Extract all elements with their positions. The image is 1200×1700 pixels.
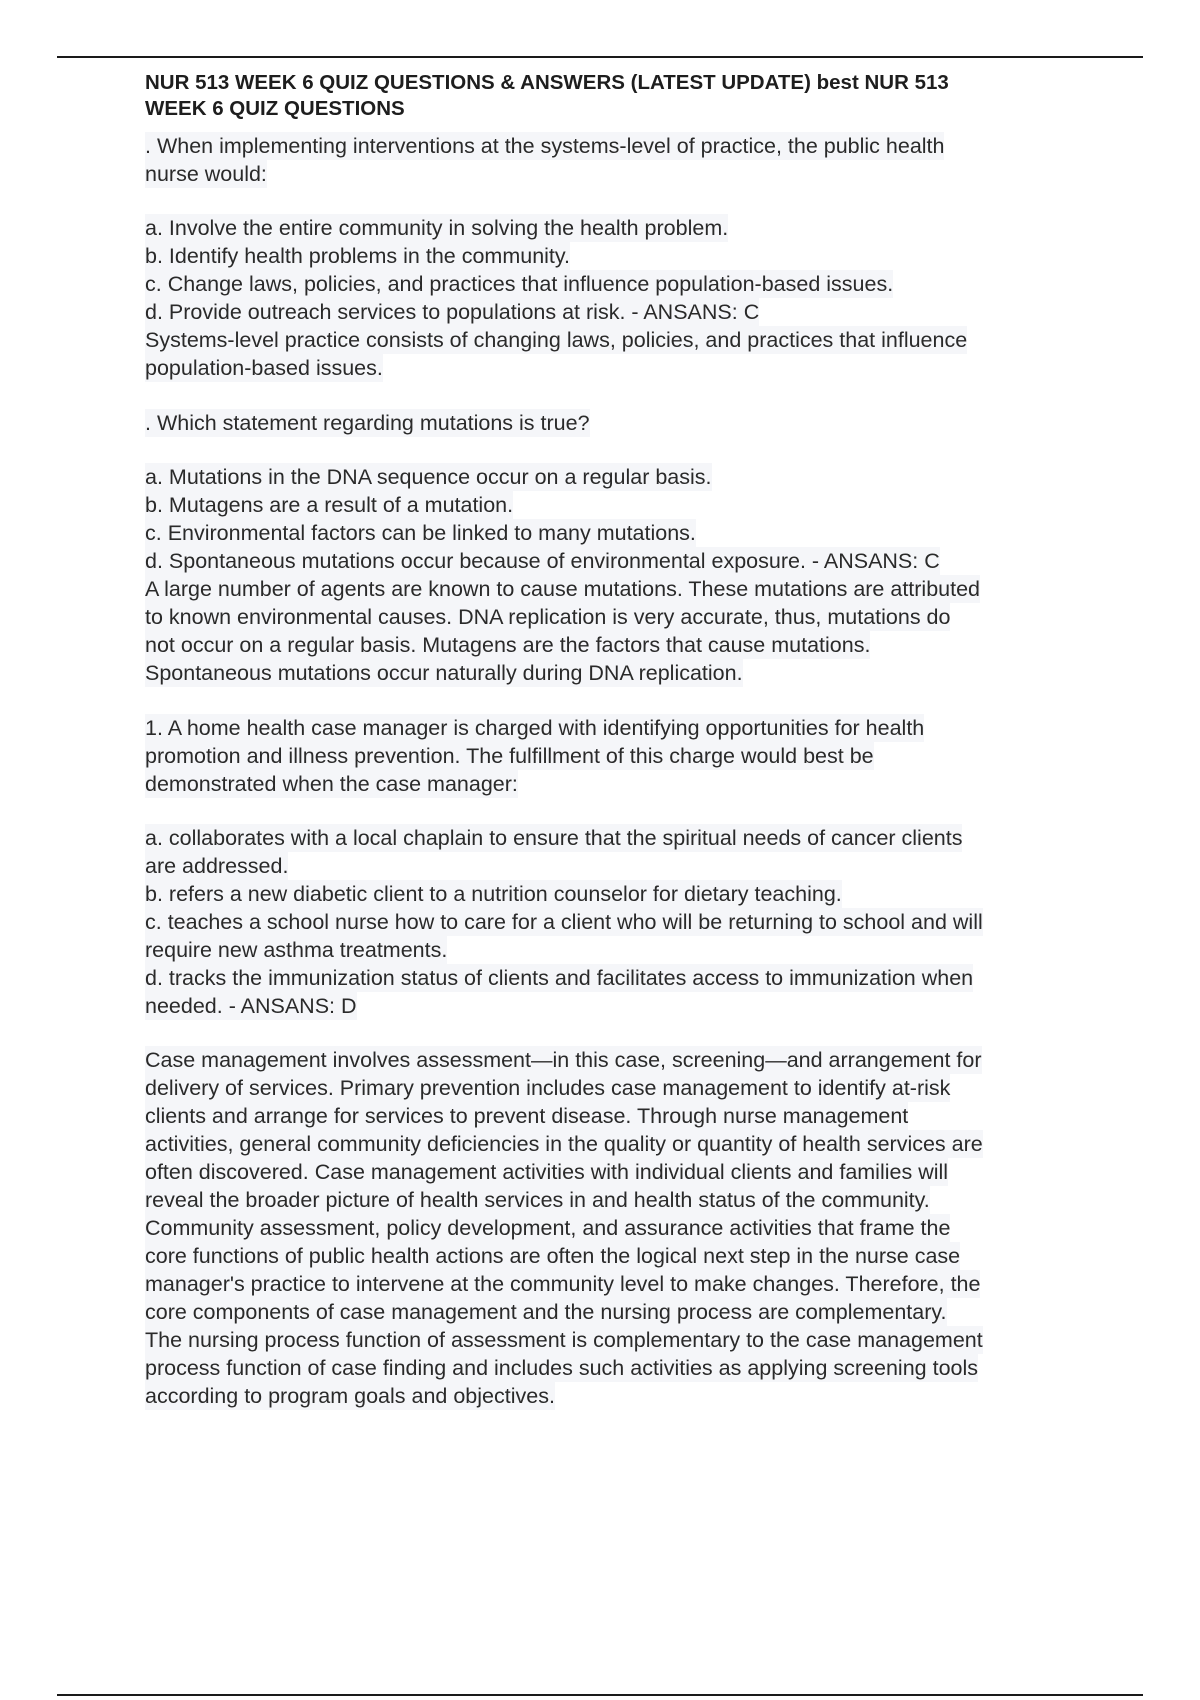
text-line: nurse would:: [145, 162, 267, 186]
text-line: core components of case management and the nursing process are complementary.: [145, 1300, 947, 1324]
document-body: [145, 70, 1105, 1410]
option-d-answer: d. Spontaneous mutations occur because of environmental exposure. - ANSANS: C: [145, 549, 940, 573]
text-line: . When implementing interventions at the systems-level of practice, the public health: [145, 134, 945, 158]
text-line: A large number of agents are known to cause mutations. These mutations are attributed: [145, 577, 981, 601]
text-line: population-based issues.: [145, 356, 383, 380]
option-d-answer: needed. - ANSANS: D: [145, 994, 357, 1018]
text-line: not occur on a regular basis. Mutagens are the factors that cause mutations.: [145, 633, 871, 657]
question-3-options: [145, 824, 1105, 1020]
option-c: c. Change laws, policies, and practices that influence population-based issues.: [145, 272, 894, 296]
option-a-cont: are addressed.: [145, 854, 289, 878]
question-2-stem: [145, 409, 1105, 437]
option-b: b. Mutagens are a result of a mutation.: [145, 493, 514, 517]
question-2-rationale: [145, 575, 1105, 687]
option-a: a. Mutations in the DNA sequence occur on a regular basis.: [145, 465, 712, 489]
text-line: Case management involves assessment—in this case, screening—and arrangement for: [145, 1048, 982, 1072]
text-line: Systems-level practice consists of changing laws, policies, and practices that influence: [145, 328, 968, 352]
option-b: b. refers a new diabetic client to a nutrition counselor for dietary teaching.: [145, 882, 842, 906]
text-line: reveal the broader picture of health services in and health status of the community.: [145, 1188, 930, 1212]
text-line: delivery of services. Primary prevention includes case management to identify at-risk: [145, 1076, 951, 1100]
text-line: . Which statement regarding mutations is true?: [145, 411, 590, 435]
text-line: The nursing process function of assessment is complementary to the case management: [145, 1328, 983, 1352]
text-line: activities, general community deficiencies in the quality or quantity of health services are: [145, 1132, 983, 1156]
top-rule: [57, 56, 1143, 58]
document-title: [145, 70, 1105, 122]
text-line: promotion and illness prevention. The fulfillment of this charge would best be: [145, 744, 874, 768]
text-line: to known environmental causes. DNA replication is very accurate, thus, mutations do: [145, 605, 951, 629]
text-line: core functions of public health actions are often the logical next step in the nurse case: [145, 1244, 961, 1268]
option-d-answer: d. Provide outreach services to populations at risk. - ANSANS: C: [145, 300, 760, 324]
bottom-rule: [57, 1694, 1143, 1696]
question-3-rationale: [145, 1046, 1105, 1410]
text-line: 1. A home health case manager is charged with identifying opportunities for health: [145, 716, 925, 740]
option-c: c. teaches a school nurse how to care for a client who will be returning to school and will: [145, 910, 983, 934]
question-2-options: [145, 463, 1105, 575]
text-line: often discovered. Case management activities with individual clients and families will: [145, 1160, 949, 1184]
option-d: d. tracks the immunization status of clients and facilitates access to immunization when: [145, 966, 974, 990]
question-3-stem: [145, 714, 1105, 798]
text-line: manager's practice to intervene at the community level to make changes. Therefore, the: [145, 1272, 981, 1296]
option-a: a. Involve the entire community in solving the health problem.: [145, 216, 729, 240]
option-b: b. Identify health problems in the community.: [145, 244, 571, 268]
question-1-options: [145, 214, 1105, 326]
question-1-rationale: [145, 326, 1105, 382]
text-line: process function of case finding and includes such activities as applying screening tools: [145, 1356, 979, 1380]
text-line: Community assessment, policy development, and assurance activities that frame the: [145, 1216, 951, 1240]
title-line: WEEK 6 QUIZ QUESTIONS: [145, 97, 405, 120]
title-line: NUR 513 WEEK 6 QUIZ QUESTIONS & ANSWERS (LATEST UPDATE) best NUR 513: [145, 71, 949, 94]
text-line: according to program goals and objectives.: [145, 1384, 555, 1408]
text-line: Spontaneous mutations occur naturally during DNA replication.: [145, 661, 743, 685]
text-line: clients and arrange for services to prevent disease. Through nurse management: [145, 1104, 909, 1128]
question-1-stem: [145, 132, 1105, 188]
option-c-cont: require new asthma treatments.: [145, 938, 448, 962]
option-c: c. Environmental factors can be linked to many mutations.: [145, 521, 696, 545]
option-a: a. collaborates with a local chaplain to ensure that the spiritual needs of cancer clients: [145, 826, 963, 850]
text-line: demonstrated when the case manager:: [145, 772, 518, 796]
